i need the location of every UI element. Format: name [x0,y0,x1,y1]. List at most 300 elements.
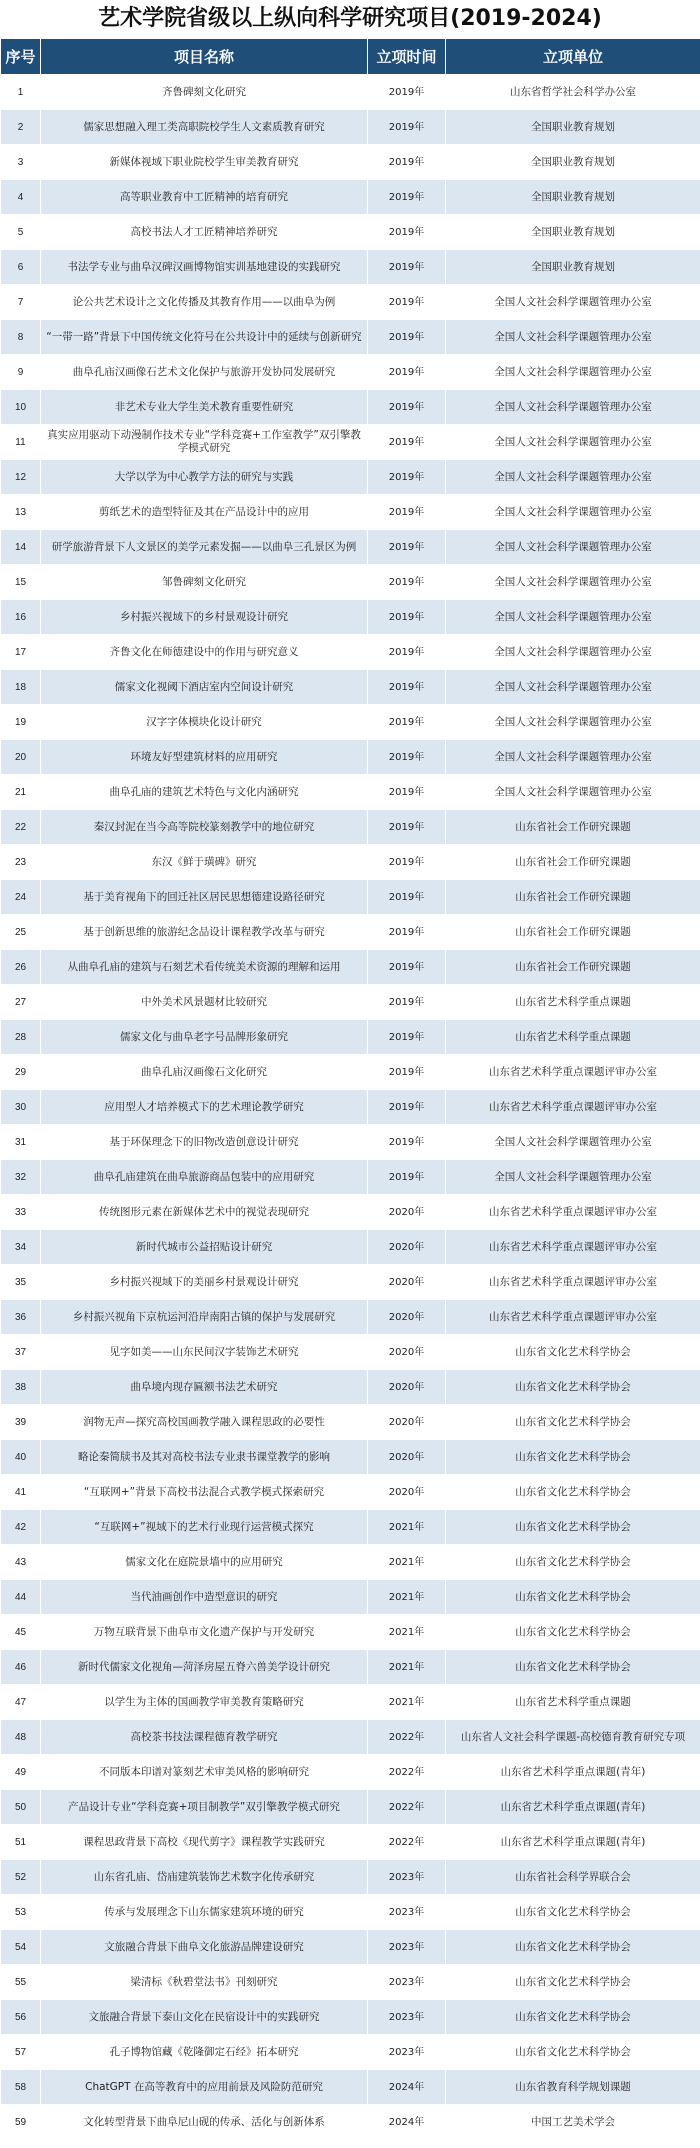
cell-year: 2019年 [368,880,446,915]
cell-no: 9 [1,355,41,390]
cell-no: 37 [1,1335,41,1370]
cell-unit: 山东省艺术科学重点课题评审办公室 [446,1265,700,1300]
table-row [1,1650,700,1685]
cell-unit: 全国人文社会科学课题管理办公室 [446,320,700,355]
table-row [1,2035,700,2070]
cell-year: 2019年 [368,775,446,810]
table-row [1,1930,700,1965]
cell-project-name: 孔子博物馆藏《乾隆御定石经》拓本研究 [41,2035,368,2070]
cell-unit: 全国人文社会科学课题管理办公室 [446,460,700,495]
table-row [1,1720,700,1755]
table-row [1,985,700,1020]
cell-no: 58 [1,2070,41,2105]
cell-project-name: 研学旅游背景下人文景区的美学元素发掘——以曲阜三孔景区为例 [41,530,368,565]
table-row [1,1755,700,1790]
cell-unit: 全国人文社会科学课题管理办公室 [446,1125,700,1160]
cell-project-name: 齐鲁碑刻文化研究 [41,75,368,110]
cell-project-name: 略论秦简牍书及其对高校书法专业隶书课堂教学的影响 [41,1440,368,1475]
cell-project-name: 秦汉封泥在当今高等院校篆刻教学中的地位研究 [41,810,368,845]
cell-project-name: 万物互联背景下曲阜市文化遗产保护与开发研究 [41,1615,368,1650]
cell-unit: 山东省艺术科学重点课题(青年) [446,1790,700,1825]
cell-year: 2019年 [368,250,446,285]
cell-year: 2021年 [368,1650,446,1685]
cell-unit: 山东省文化艺术科学协会 [446,1370,700,1405]
cell-year: 2022年 [368,1755,446,1790]
cell-year: 2019年 [368,495,446,530]
cell-unit: 全国人文社会科学课题管理办公室 [446,495,700,530]
table-row [1,1790,700,1825]
cell-unit: 全国人文社会科学课题管理办公室 [446,355,700,390]
table-row [1,2105,700,2140]
table-row [1,845,700,880]
cell-project-name: 东汉《鲜于璜碑》研究 [41,845,368,880]
table-row [1,1825,700,1860]
cell-unit: 中国工艺美术学会 [446,2105,700,2140]
cell-no: 28 [1,1020,41,1055]
cell-year: 2021年 [368,1580,446,1615]
cell-project-name: 高校茶书技法课程德育教学研究 [41,1720,368,1755]
cell-project-name: 以学生为主体的国画教学审美教育策略研究 [41,1685,368,1720]
cell-unit: 山东省艺术科学重点课题评审办公室 [446,1195,700,1230]
cell-unit: 山东省艺术科学重点课题评审办公室 [446,1230,700,1265]
cell-no: 41 [1,1475,41,1510]
table-row [1,2070,700,2105]
cell-unit: 山东省艺术科学重点课题 [446,1685,700,1720]
cell-year: 2019年 [368,1020,446,1055]
cell-no: 3 [1,145,41,180]
cell-no: 26 [1,950,41,985]
cell-no: 33 [1,1195,41,1230]
cell-unit: 山东省社会工作研究课题 [446,880,700,915]
table-row [1,110,700,145]
cell-unit: 全国职业教育规划 [446,145,700,180]
cell-year: 2019年 [368,1055,446,1090]
cell-project-name: 曲阜孔庙的建筑艺术特色与文化内涵研究 [41,775,368,810]
cell-unit: 山东省社会工作研究课题 [446,915,700,950]
cell-project-name: 不同版本印谱对篆刻艺术审美风格的影响研究 [41,1755,368,1790]
cell-year: 2023年 [368,1930,446,1965]
cell-unit: 山东省文化艺术科学协会 [446,1545,700,1580]
table-row [1,1545,700,1580]
cell-year: 2023年 [368,1860,446,1895]
cell-year: 2019年 [368,670,446,705]
cell-year: 2019年 [368,75,446,110]
cell-project-name: 乡村振兴视域下的美丽乡村景观设计研究 [41,1265,368,1300]
cell-project-name: 非艺术专业大学生美术教育重要性研究 [41,390,368,425]
cell-no: 40 [1,1440,41,1475]
cell-project-name: 乡村振兴视域下的乡村景观设计研究 [41,600,368,635]
cell-project-name: 齐鲁文化在师德建设中的作用与研究意义 [41,635,368,670]
cell-no: 24 [1,880,41,915]
cell-no: 12 [1,460,41,495]
cell-year: 2019年 [368,845,446,880]
cell-no: 13 [1,495,41,530]
cell-unit: 山东省文化艺术科学协会 [446,1615,700,1650]
cell-unit: 山东省文化艺术科学协会 [446,2035,700,2070]
cell-year: 2019年 [368,810,446,845]
cell-no: 51 [1,1825,41,1860]
cell-unit: 山东省哲学社会科学办公室 [446,75,700,110]
cell-project-name: 新时代儒家文化视角—菏泽房屋五脊六兽美学设计研究 [41,1650,368,1685]
cell-no: 1 [1,75,41,110]
cell-year: 2023年 [368,2000,446,2035]
cell-no: 7 [1,285,41,320]
cell-year: 2019年 [368,145,446,180]
cell-no: 57 [1,2035,41,2070]
cell-project-name: 儒家文化视阈下酒店室内空间设计研究 [41,670,368,705]
cell-year: 2024年 [368,2070,446,2105]
cell-year: 2019年 [368,355,446,390]
cell-year: 2023年 [368,1965,446,2000]
table-row [1,145,700,180]
table-row [1,810,700,845]
table-row [1,1125,700,1160]
cell-unit: 山东省文化艺术科学协会 [446,1475,700,1510]
table-row [1,1895,700,1930]
table-row [1,1055,700,1090]
cell-project-name: 乡村振兴视角下京杭运河沿岸南阳古镇的保护与发展研究 [41,1300,368,1335]
cell-project-name: 书法学专业与曲阜汉碑汉画博物馆实训基地建设的实践研究 [41,250,368,285]
table-row [1,1090,700,1125]
page-title: 艺术学院省级以上纵向科学研究项目(2019-2024) [98,6,602,31]
header-year: 立项时间 [368,39,446,75]
cell-no: 5 [1,215,41,250]
cell-no: 31 [1,1125,41,1160]
cell-project-name: 文旅融合背景下泰山文化在民宿设计中的实践研究 [41,2000,368,2035]
cell-unit: 山东省文化艺术科学协会 [446,1965,700,2000]
cell-year: 2019年 [368,950,446,985]
cell-no: 45 [1,1615,41,1650]
cell-unit: 全国人文社会科学课题管理办公室 [446,530,700,565]
cell-unit: 全国职业教育规划 [446,180,700,215]
cell-unit: 山东省艺术科学重点课题 [446,985,700,1020]
cell-no: 39 [1,1405,41,1440]
cell-project-name: 高等职业教育中工匠精神的培育研究 [41,180,368,215]
cell-project-name: 曲阜孔庙汉画像石文化研究 [41,1055,368,1090]
cell-unit: 山东省艺术科学重点课题 [446,1020,700,1055]
cell-year: 2020年 [368,1335,446,1370]
table-row [1,320,700,355]
cell-no: 21 [1,775,41,810]
cell-no: 8 [1,320,41,355]
cell-year: 2020年 [368,1230,446,1265]
cell-unit: 山东省社会工作研究课题 [446,845,700,880]
cell-year: 2022年 [368,1790,446,1825]
cell-project-name: 儒家文化与曲阜老字号品牌形象研究 [41,1020,368,1055]
cell-year: 2019年 [368,635,446,670]
cell-project-name: 产品设计专业“学科竞赛+项目制教学”双引擎教学模式研究 [41,1790,368,1825]
cell-year: 2019年 [368,390,446,425]
cell-year: 2020年 [368,1300,446,1335]
table-row [1,180,700,215]
table-row [1,740,700,775]
cell-year: 2019年 [368,915,446,950]
cell-year: 2020年 [368,1405,446,1440]
cell-no: 17 [1,635,41,670]
table-row [1,425,700,460]
table-row [1,2000,700,2035]
table-row [1,460,700,495]
table-row [1,1965,700,2000]
cell-unit: 山东省人文社会科学课题-高校德育教育研究专项 [446,1720,700,1755]
cell-no: 42 [1,1510,41,1545]
cell-unit: 山东省艺术科学重点课题评审办公室 [446,1055,700,1090]
cell-no: 2 [1,110,41,145]
cell-no: 59 [1,2105,41,2140]
cell-year: 2019年 [368,460,446,495]
cell-year: 2021年 [368,1545,446,1580]
table-row [1,250,700,285]
table-row [1,495,700,530]
cell-unit: 全国人文社会科学课题管理办公室 [446,285,700,320]
cell-year: 2019年 [368,110,446,145]
table-row [1,1580,700,1615]
table-row [1,1615,700,1650]
cell-project-name: 基于创新思维的旅游纪念品设计课程教学改革与研究 [41,915,368,950]
cell-unit: 全国人文社会科学课题管理办公室 [446,705,700,740]
cell-project-name: 中外美术风景题材比较研究 [41,985,368,1020]
cell-project-name: 课程思政背景下高校《现代剪字》课程教学实践研究 [41,1825,368,1860]
cell-no: 38 [1,1370,41,1405]
cell-project-name: 剪纸艺术的造型特征及其在产品设计中的应用 [41,495,368,530]
table-row [1,285,700,320]
cell-unit: 山东省教育科学规划课题 [446,2070,700,2105]
table-row [1,1230,700,1265]
cell-project-name: 论公共艺术设计之文化传播及其教育作用——以曲阜为例 [41,285,368,320]
cell-no: 32 [1,1160,41,1195]
table-row [1,390,700,425]
cell-project-name: 传承与发展理念下山东儒家建筑环境的研究 [41,1895,368,1930]
cell-no: 48 [1,1720,41,1755]
table-row [1,1475,700,1510]
cell-year: 2019年 [368,600,446,635]
cell-no: 56 [1,2000,41,2035]
table-row [1,530,700,565]
cell-year: 2019年 [368,530,446,565]
cell-unit: 全国人文社会科学课题管理办公室 [446,635,700,670]
table-row [1,565,700,600]
cell-no: 52 [1,1860,41,1895]
table-row [1,775,700,810]
cell-project-name: 邹鲁碑刻文化研究 [41,565,368,600]
cell-project-name: 曲阜孔庙汉画像石艺术文化保护与旅游开发协同发展研究 [41,355,368,390]
table-row [1,635,700,670]
cell-year: 2019年 [368,1125,446,1160]
cell-unit: 山东省社会工作研究课题 [446,950,700,985]
table-row [1,915,700,950]
cell-no: 47 [1,1685,41,1720]
cell-year: 2019年 [368,1160,446,1195]
table-row [1,880,700,915]
header-unit: 立项单位 [446,39,700,75]
table-row [1,950,700,985]
cell-year: 2023年 [368,1895,446,1930]
cell-year: 2021年 [368,1685,446,1720]
cell-no: 10 [1,390,41,425]
cell-no: 14 [1,530,41,565]
cell-project-name: 汉字字体模块化设计研究 [41,705,368,740]
cell-unit: 全国人文社会科学课题管理办公室 [446,425,700,460]
cell-unit: 全国人文社会科学课题管理办公室 [446,565,700,600]
cell-no: 6 [1,250,41,285]
cell-project-name: 文旅融合背景下曲阜文化旅游品牌建设研究 [41,1930,368,1965]
cell-unit: 山东省艺术科学重点课题评审办公室 [446,1090,700,1125]
cell-no: 20 [1,740,41,775]
table-row [1,1265,700,1300]
cell-year: 2020年 [368,1475,446,1510]
cell-unit: 山东省文化艺术科学协会 [446,1510,700,1545]
cell-year: 2019年 [368,285,446,320]
cell-unit: 山东省文化艺术科学协会 [446,1405,700,1440]
cell-project-name: ChatGPT 在高等教育中的应用前景及风险防范研究 [41,2070,368,2105]
cell-no: 15 [1,565,41,600]
cell-unit: 山东省艺术科学重点课题(青年) [446,1755,700,1790]
cell-project-name: 当代油画创作中造型意识的研究 [41,1580,368,1615]
cell-no: 49 [1,1755,41,1790]
cell-year: 2021年 [368,1510,446,1545]
cell-year: 2024年 [368,2105,446,2140]
cell-project-name: 大学以学为中心教学方法的研究与实践 [41,460,368,495]
cell-unit: 全国人文社会科学课题管理办公室 [446,740,700,775]
cell-project-name: 曲阜境内现存匾额书法艺术研究 [41,1370,368,1405]
cell-year: 2019年 [368,1090,446,1125]
cell-unit: 全国人文社会科学课题管理办公室 [446,390,700,425]
cell-unit: 山东省文化艺术科学协会 [446,1650,700,1685]
cell-year: 2019年 [368,565,446,600]
cell-no: 54 [1,1930,41,1965]
cell-unit: 山东省文化艺术科学协会 [446,1335,700,1370]
cell-no: 50 [1,1790,41,1825]
cell-no: 34 [1,1230,41,1265]
cell-project-name: 传统图形元素在新媒体艺术中的视觉表现研究 [41,1195,368,1230]
cell-year: 2019年 [368,180,446,215]
cell-no: 35 [1,1265,41,1300]
cell-unit: 全国人文社会科学课题管理办公室 [446,670,700,705]
cell-year: 2019年 [368,705,446,740]
table-row [1,1510,700,1545]
cell-no: 55 [1,1965,41,2000]
table-row [1,215,700,250]
table-row [1,1300,700,1335]
cell-no: 53 [1,1895,41,1930]
cell-project-name: 儒家文化在庭院景墙中的应用研究 [41,1545,368,1580]
table-row [1,1405,700,1440]
cell-year: 2020年 [368,1370,446,1405]
cell-year: 2020年 [368,1440,446,1475]
cell-unit: 山东省文化艺术科学协会 [446,2000,700,2035]
cell-year: 2023年 [368,2035,446,2070]
header-project-name: 项目名称 [41,39,368,75]
table-row [1,1020,700,1055]
cell-project-name: 曲阜孔庙建筑在曲阜旅游商品包装中的应用研究 [41,1160,368,1195]
cell-no: 4 [1,180,41,215]
cell-no: 25 [1,915,41,950]
cell-no: 36 [1,1300,41,1335]
cell-unit: 山东省艺术科学重点课题评审办公室 [446,1300,700,1335]
cell-no: 18 [1,670,41,705]
cell-project-name: 高校书法人才工匠精神培养研究 [41,215,368,250]
cell-year: 2022年 [368,1825,446,1860]
cell-no: 22 [1,810,41,845]
cell-unit: 山东省社会科学界联合会 [446,1860,700,1895]
cell-project-name: 儒家思想融入理工类高职院校学生人文素质教育研究 [41,110,368,145]
cell-no: 19 [1,705,41,740]
cell-project-name: 基于环保理念下的旧物改造创意设计研究 [41,1125,368,1160]
table-row [1,75,700,110]
cell-no: 29 [1,1055,41,1090]
cell-unit: 全国职业教育规划 [446,110,700,145]
table-row [1,1160,700,1195]
cell-no: 44 [1,1580,41,1615]
cell-year: 2020年 [368,1195,446,1230]
cell-project-name: 基于美育视角下的回迁社区居民思想德建设路径研究 [41,880,368,915]
cell-project-name: 山东省孔庙、岱庙建筑装饰艺术数字化传承研究 [41,1860,368,1895]
cell-no: 23 [1,845,41,880]
cell-no: 46 [1,1650,41,1685]
table-row [1,705,700,740]
cell-year: 2021年 [368,1615,446,1650]
cell-project-name: 新时代城市公益招贴设计研究 [41,1230,368,1265]
table-row [1,1195,700,1230]
cell-unit: 全国人文社会科学课题管理办公室 [446,600,700,635]
cell-project-name: 新媒体视域下职业院校学生审美教育研究 [41,145,368,180]
header-no: 序号 [1,39,41,75]
cell-project-name: “一带一路”背景下中国传统文化符号在公共设计中的延续与创新研究 [41,320,368,355]
cell-project-name: 真实应用驱动下动漫制作技术专业“学科竞赛+工作室教学”双引擎教学模式研究 [41,425,368,460]
cell-unit: 山东省文化艺术科学协会 [446,1440,700,1475]
cell-unit: 山东省艺术科学重点课题(青年) [446,1825,700,1860]
cell-unit: 山东省文化艺术科学协会 [446,1930,700,1965]
table-row [1,1440,700,1475]
table-body [1,75,700,2140]
cell-year: 2019年 [368,740,446,775]
cell-no: 16 [1,600,41,635]
cell-project-name: 应用型人才培养模式下的艺术理论教学研究 [41,1090,368,1125]
cell-project-name: 文化转型背景下曲阜尼山砚的传承、活化与创新体系 [41,2105,368,2140]
table-row [1,1860,700,1895]
table-row [1,1335,700,1370]
cell-unit: 全国人文社会科学课题管理办公室 [446,775,700,810]
table-row [1,600,700,635]
table-row [1,670,700,705]
cell-year: 2020年 [368,1265,446,1300]
cell-unit: 全国人文社会科学课题管理办公室 [446,1160,700,1195]
cell-year: 2019年 [368,320,446,355]
cell-no: 27 [1,985,41,1020]
cell-project-name: 润物无声—探究高校国画教学融入课程思政的必要性 [41,1405,368,1440]
cell-unit: 全国职业教育规划 [446,215,700,250]
cell-unit: 山东省文化艺术科学协会 [446,1580,700,1615]
cell-unit: 全国职业教育规划 [446,250,700,285]
cell-year: 2019年 [368,215,446,250]
cell-unit: 山东省社会工作研究课题 [446,810,700,845]
cell-year: 2019年 [368,425,446,460]
cell-project-name: “互联网+”背景下高校书法混合式教学模式探索研究 [41,1475,368,1510]
cell-year: 2019年 [368,985,446,1020]
cell-unit: 山东省文化艺术科学协会 [446,1895,700,1930]
cell-project-name: 从曲阜孔庙的建筑与石刻艺术看传统美术资源的理解和运用 [41,950,368,985]
cell-year: 2022年 [368,1720,446,1755]
project-table [0,38,700,2140]
cell-no: 30 [1,1090,41,1125]
cell-project-name: “互联网+”视域下的艺术行业现行运营模式探究 [41,1510,368,1545]
cell-no: 43 [1,1545,41,1580]
table-row [1,1370,700,1405]
table-header [1,39,700,75]
cell-project-name: 梁清标《秋碧堂法书》刊刻研究 [41,1965,368,2000]
table-row [1,1685,700,1720]
cell-project-name: 见字如美——山东民间汉字装饰艺术研究 [41,1335,368,1370]
